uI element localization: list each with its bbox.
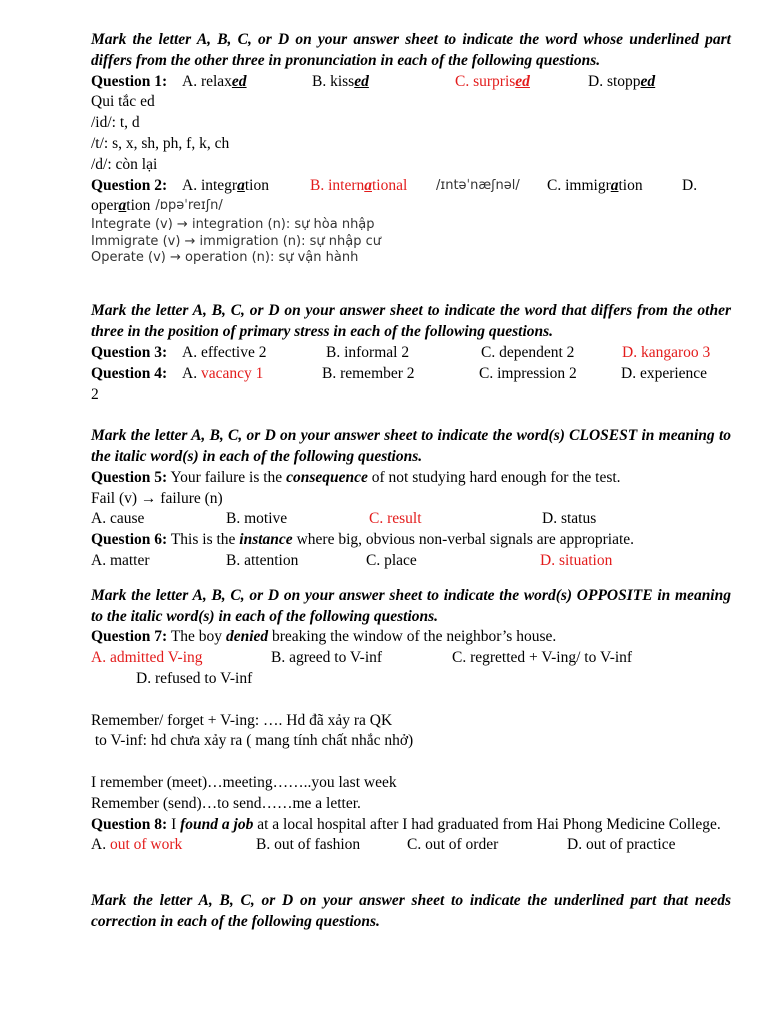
ipa-d: /ɒpəˈreɪʃn/ [155, 198, 223, 214]
option-d: D. out of practice [567, 836, 676, 854]
note-line: Immigrate (v) → immigration (n): sự nhập cư [91, 233, 381, 249]
note-line: /id/: t, d [91, 114, 140, 132]
option-d: D. status [542, 510, 597, 528]
option-d: operation [91, 197, 151, 215]
option-b: B. informal 2 [326, 344, 410, 362]
note-line: Operate (v) → operation (n): sự vận hành [91, 250, 359, 266]
option-b-answer: B. international [310, 176, 408, 194]
option-a: A. cause [91, 510, 145, 528]
note-line: Fail (v) → failure (n) [91, 489, 223, 507]
option-a: A. relaxed [182, 72, 247, 90]
question-label: Question 4: [91, 364, 168, 382]
option-b: B. agreed to V-inf [271, 649, 383, 667]
option-d-answer: D. situation [540, 552, 613, 570]
option-d-answer: D. kangaroo 3 [622, 344, 711, 362]
option-b: B. motive [226, 510, 288, 528]
option-a: A. integration [182, 176, 269, 194]
option-b: B. out of fashion [256, 836, 361, 854]
option-c: C. regretted + V-ing/ to V-inf [452, 649, 633, 667]
question-label: Question 2: [91, 176, 168, 194]
option-c: C. dependent 2 [481, 344, 575, 362]
question-7: Question 7: The boy denied breaking the window of the neighbor’s house. [91, 628, 557, 646]
option-c-answer: C. surprised [455, 72, 530, 90]
question-3 [91, 343, 731, 364]
option-d-label: D. [682, 176, 698, 194]
option-d-continued: 2 [91, 385, 99, 403]
option-a-answer: A. admitted V-ing [91, 649, 203, 667]
question-6: Question 6: This is the instance where big, obvious non-verbal signals are appropriate. [91, 531, 635, 549]
question-7-options [91, 648, 731, 669]
ipa-b: /ɪntəˈnæʃnəl/ [436, 177, 520, 193]
question-1 [91, 72, 731, 93]
option-a: A. effective 2 [182, 344, 267, 362]
instruction-stress: Mark the letter A, B, C, or D on your answer sheet to indicate the word that differs from the other three in the position of primary stress in each of the following questions. [91, 302, 731, 341]
question-8-options [91, 835, 731, 856]
option-a-answer: A. vacancy 1 [182, 364, 264, 382]
option-c: C. place [366, 552, 417, 570]
question-8: Question 8: I found a job at a local hospital after I had graduated from Hai Phong Medicine College. [91, 815, 721, 833]
option-d: D. stopped [588, 72, 656, 90]
question-4 [91, 364, 731, 385]
option-b: B. kissed [312, 72, 369, 90]
option-b: B. remember 2 [322, 364, 415, 382]
question-label: Question 3: [91, 344, 168, 362]
option-c: C. immigration [547, 176, 643, 194]
option-d: D. experience [621, 364, 708, 382]
note-line: to V-inf: hd chưa xảy ra ( mang tính chất nhắc nhở) [91, 732, 414, 750]
example-line: I remember (meet)…meeting……..you last week [91, 774, 397, 791]
question-5: Question 5: Your failure is the consequence of not studying hard enough for the test. [91, 468, 621, 486]
instruction-opposite: Mark the letter A, B, C, or D on your answer sheet to indicate the word(s) OPPOSITE in meaning to the italic word(s) in each of the following questions. [91, 586, 731, 625]
note-line: /d/: còn lại [91, 155, 158, 173]
question-5-options [91, 509, 731, 530]
option-a-answer: A. out of work [91, 836, 183, 854]
worksheet [91, 30, 731, 933]
instruction-closest: Mark the letter A, B, C, or D on your answer sheet to indicate the word(s) CLOSEST in meaning to the italic word(s) in each of the following questions. [91, 427, 731, 466]
option-a: A. matter [91, 552, 150, 570]
option-d: D. refused to V-inf [136, 670, 253, 688]
question-2 [91, 176, 731, 197]
option-c-answer: C. result [369, 510, 422, 528]
question-2-option-d [91, 196, 731, 217]
note-line: Integrate (v) → integration (n): sự hòa nhập [91, 217, 375, 233]
option-b: B. attention [226, 552, 299, 570]
option-c: C. out of order [407, 836, 499, 854]
note-line: /t/: s, x, sh, ph, f, k, ch [91, 134, 230, 152]
question-6-options [91, 551, 731, 572]
question-label: Question 1: [91, 72, 168, 90]
example-line: Remember (send)…to send……me a letter. [91, 794, 361, 812]
note-line: Remember/ forget + V-ing: …. Hd đã xảy ra QK [91, 711, 393, 729]
instruction-pronunciation: Mark the letter A, B, C, or D on your answer sheet to indicate the word whose underlined part differs from the other three in pronunciation in each of the following questions. [91, 31, 731, 69]
note-line: Qui tắc ed [91, 93, 155, 111]
instruction-correction: Mark the letter A, B, C, or D on your answer sheet to indicate the underlined part that needs correction in each of the following questions. [91, 891, 731, 930]
option-c: C. impression 2 [479, 364, 577, 382]
